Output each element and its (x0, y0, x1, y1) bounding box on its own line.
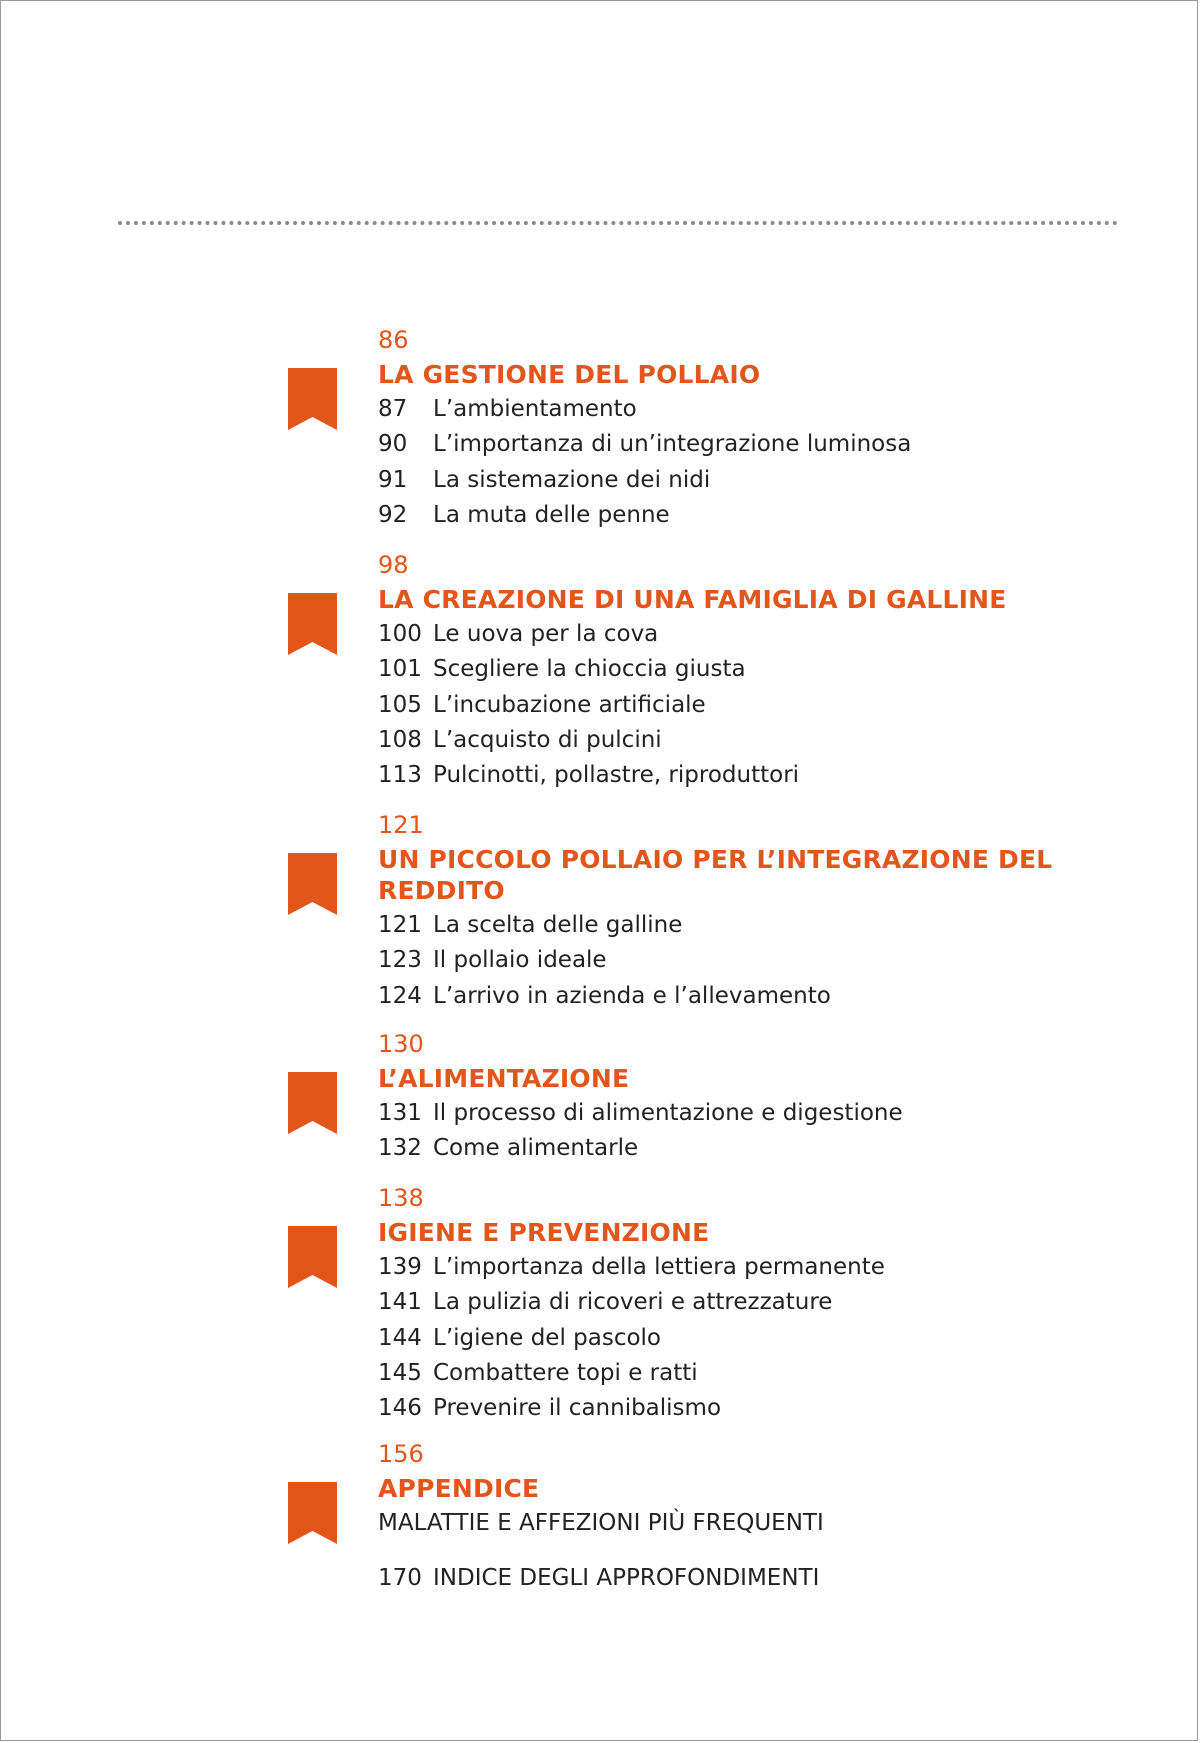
dotted-separator (118, 221, 1118, 225)
toc-entry[interactable] (378, 463, 1098, 498)
toc-entry[interactable] (378, 617, 1098, 652)
entry-title: L’importanza di un’integrazione luminosa (433, 431, 912, 458)
toc-entry[interactable] (378, 1506, 1098, 1541)
entry-page-number: 131 (378, 1100, 422, 1126)
section-page-number: 98 (378, 551, 409, 579)
entry-page-number: 108 (378, 726, 422, 753)
toc-entry[interactable] (378, 1131, 1098, 1166)
toc-entry[interactable] (378, 1250, 1098, 1285)
toc-entry[interactable] (378, 979, 1098, 1014)
toc-entry[interactable] (378, 392, 1098, 427)
entry-page-number: 123 (378, 947, 422, 974)
toc-entry[interactable] (378, 427, 1098, 462)
entry-title: Scegliere la chioccia giusta (433, 656, 746, 683)
entry-page-number: 145 (378, 1359, 422, 1386)
toc-entry[interactable] (378, 652, 1098, 687)
entry-page-number: 100 (378, 621, 422, 647)
section-title: L’ALIMENTAZIONE (378, 1064, 630, 1093)
toc-entry-index[interactable] (378, 1561, 819, 1596)
entry-page-number: 91 (378, 466, 408, 493)
section-page-number: 130 (378, 1030, 424, 1058)
entry-title: La pulizia di ricoveri e attrezzature (433, 1289, 833, 1316)
toc-entry[interactable] (378, 943, 1098, 978)
section-title: LA GESTIONE DEL POLLAIO (378, 360, 761, 389)
entry-page-number: 90 (378, 431, 408, 458)
entry-title: Come alimentarle (433, 1135, 639, 1162)
toc-entry[interactable] (378, 1391, 1098, 1426)
toc-entry[interactable] (378, 723, 1098, 758)
entry-page-number: 92 (378, 501, 408, 528)
entry-title: L’ambientamento (433, 396, 637, 422)
entry-page-number: 146 (378, 1395, 422, 1422)
section-title: IGIENE E PREVENZIONE (378, 1218, 710, 1247)
section-page-number: 121 (378, 811, 424, 839)
entry-title: Prevenire il cannibalismo (433, 1395, 722, 1422)
section-page-number: 138 (378, 1184, 424, 1212)
entry-title: Combattere topi e ratti (433, 1359, 698, 1386)
toc-entry[interactable] (378, 1285, 1098, 1320)
entry-list (378, 1506, 1098, 1541)
entry-page-number: 87 (378, 396, 408, 422)
toc-entry[interactable] (378, 1096, 1098, 1131)
entry-title: L’acquisto di pulcini (433, 726, 662, 753)
entry-title: Il processo di alimentazione e digestione (433, 1100, 903, 1126)
section-page-number: 156 (378, 1440, 424, 1468)
toc-entry[interactable] (378, 1321, 1098, 1356)
entry-list (378, 1250, 1098, 1426)
entry-page-number: 132 (378, 1135, 422, 1162)
entry-title: L’igiene del pascolo (433, 1324, 662, 1351)
entry-page-number: 141 (378, 1289, 422, 1316)
toc-entry[interactable] (378, 758, 1098, 793)
entry-list (378, 908, 1098, 1014)
entry-title: L’arrivo in azienda e l’allevamento (433, 982, 831, 1009)
entry-page-number: 105 (378, 691, 422, 718)
entry-page-number: 113 (378, 762, 422, 789)
entry-title: MALATTIE E AFFEZIONI PIÙ FREQUENTI (378, 1510, 824, 1536)
entry-title: La muta delle penne (433, 501, 670, 528)
entry-title: Le uova per la cova (433, 621, 659, 647)
entry-title: Il pollaio ideale (433, 947, 607, 974)
section-title: UN PICCOLO POLLAIO PER L’INTEGRAZIONE DEL REDDITO (378, 845, 1053, 905)
toc-entry[interactable] (378, 1356, 1098, 1391)
toc-entry[interactable] (378, 908, 1098, 943)
section-page-number: 86 (378, 326, 409, 354)
entry-title: La scelta delle galline (433, 912, 683, 938)
toc-entry[interactable] (378, 688, 1098, 723)
entry-title: Pulcinotti, pollastre, riproduttori (433, 762, 800, 789)
entry-page-number: 121 (378, 912, 422, 938)
entry-page-number: 124 (378, 982, 422, 1009)
toc-entry[interactable] (378, 498, 1098, 533)
entry-title: La sistemazione dei nidi (433, 466, 711, 493)
section-title: LA CREAZIONE DI UNA FAMIGLIA DI GALLINE (378, 585, 1007, 614)
entry-page-number: 139 (378, 1254, 422, 1280)
section-title: APPENDICE (378, 1474, 540, 1503)
entry-list (378, 392, 1098, 533)
entry-page-number: 101 (378, 656, 422, 683)
entry-list (378, 617, 1098, 793)
entry-list (378, 1096, 1098, 1167)
entry-title: L’incubazione artificiale (433, 691, 706, 718)
entry-page-number: 170 (378, 1565, 422, 1591)
entry-page-number: 144 (378, 1324, 422, 1351)
entry-title: INDICE DEGLI APPROFONDIMENTI (433, 1565, 820, 1591)
entry-title: L’importanza della lettiera permanente (433, 1254, 885, 1280)
